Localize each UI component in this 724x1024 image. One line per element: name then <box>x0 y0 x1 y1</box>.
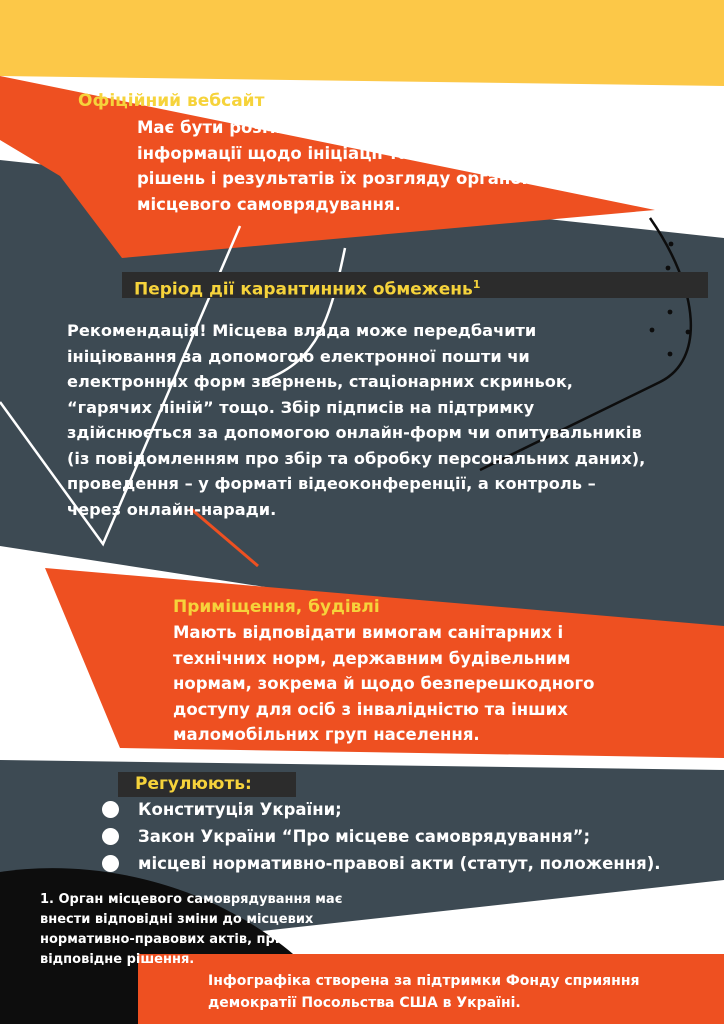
list-item-text: Конституція України; <box>138 800 342 819</box>
list-item-text: Закон України “Про місцеве самоврядування”; <box>138 827 591 846</box>
website-text: Має бути розміщено механізм використання, інформації щодо ініціації та проведення, рішень і результатів їх розгляду органом місцевого самоврядування. <box>137 118 570 214</box>
dot-1 <box>669 242 674 247</box>
premises-text: Мають відповідати вимогам санітарних і технічних норм, державним будівельним нормам, зокрема й щодо безперешкодного доступу для осіб з інвалідністю та інших маломобільних груп населення. <box>173 623 595 744</box>
premises-label: Приміщення, будівлі <box>173 597 380 617</box>
regulate-label: Регулюють: <box>135 774 252 794</box>
quarantine-text: Рекомендація! Місцева влада може передбачити ініціювання за допомогою електронної пошти чи електронних форм звернень, стаціонарних скриньок, “гарячих ліній” тощо. Збір підписів на підтримку здійснюється за допомогою онлайн-форм чи опитувальників (із повідомленням про збір та обробку персональних даних), проведення – у форматі відеоконференції, а контроль – через онлайн-наради. <box>67 321 646 519</box>
list-item <box>102 823 661 850</box>
quarantine-label-text: Період дії карантинних обмежень <box>134 279 473 300</box>
list-item-text: місцеві нормативно-правові акти (статут, положення). <box>138 854 661 873</box>
yellow-band <box>0 0 724 86</box>
list-item <box>102 796 661 823</box>
regulate-list <box>102 796 661 877</box>
dot-2 <box>666 266 671 271</box>
list-item <box>102 850 661 877</box>
dot-6 <box>650 328 655 333</box>
bullet-icon <box>102 828 119 845</box>
footnote-mark: 1 <box>472 278 481 291</box>
dot-4 <box>668 310 673 315</box>
dot-7 <box>668 352 673 357</box>
footnote-text: 1. Орган місцевого самоврядування має внести відповідні зміни до місцевих нормативно-правових актів, прийняти відповідне рішення. <box>40 892 343 967</box>
bullet-icon <box>102 801 119 818</box>
bullet-icon <box>102 855 119 872</box>
credit-text: Інфографіка створена за підтримки Фонду сприяння демократії Посольства США в Україні. <box>208 973 640 1011</box>
dot-5 <box>686 330 691 335</box>
website-label: Офіційний вебсайт <box>78 91 265 111</box>
quarantine-label <box>134 275 634 300</box>
